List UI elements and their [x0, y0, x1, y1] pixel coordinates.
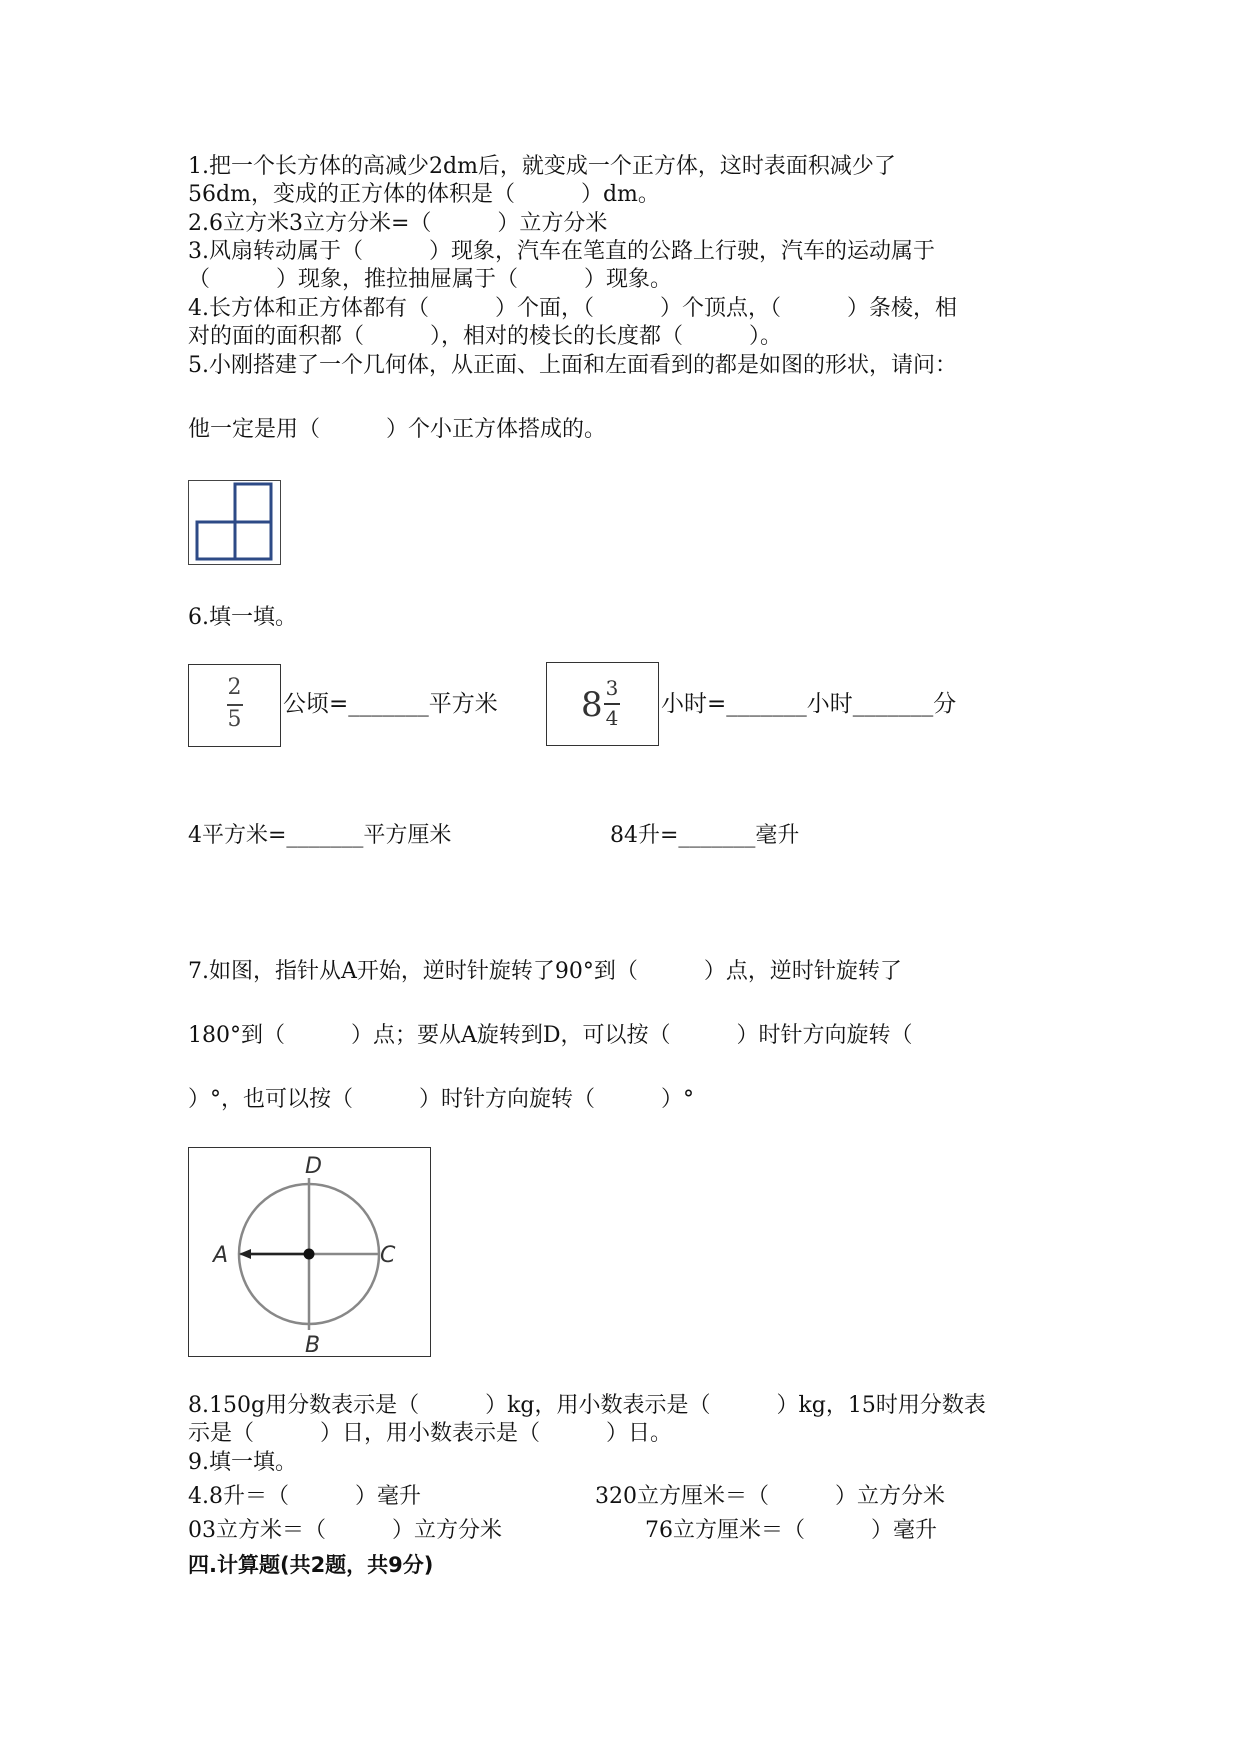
label-d: D: [305, 1154, 322, 1179]
q4-line2: 对的面的面积都（ ），相对的棱长的长度都（ ）。: [188, 324, 783, 349]
fraction-numerator: 2: [227, 675, 242, 700]
q9-title: 9.填一填。: [188, 1450, 297, 1475]
q8-line1: 8.150g用分数表示是（ ）kg，用小数表示是（ ）kg，15时用分数表: [188, 1393, 986, 1418]
rotation-circle-diagram: [189, 1148, 429, 1355]
q1-line2: 56dm，变成的正方体的体积是（ ）dm。: [188, 182, 660, 207]
q6-item1-text: 公顷=_______平方米: [283, 691, 498, 717]
q5-shape-figure: [188, 480, 281, 565]
mixed-denominator: 4: [605, 706, 619, 730]
q6-item2-text: 小时=_______小时_______分: [661, 691, 957, 717]
q9-item-a: 4.8升＝（ ）毫升: [188, 1484, 421, 1509]
fraction-denominator: 5: [227, 707, 242, 732]
q3-line1: 3.风扇转动属于（ ）现象，汽车在笔直的公路上行驶，汽车的运动属于: [188, 239, 935, 264]
mixed-numerator: 3: [605, 676, 619, 700]
q2-text: 2.6立方米3立方分米=（ ）立方分米: [188, 211, 608, 236]
q7-line3: ）°，也可以按（ ）时针方向旋转（ ）°: [188, 1087, 695, 1112]
label-b: B: [305, 1333, 321, 1355]
label-a: A: [213, 1243, 229, 1268]
q3-line2: （ ）现象，推拉抽屉属于（ ）现象。: [188, 267, 673, 292]
q9-item-b: 320立方厘米＝（ ）立方分米: [595, 1484, 945, 1509]
q4-line1: 4.长方体和正方体都有（ ）个面，（ ）个顶点，（ ）条棱，相: [188, 296, 957, 321]
q9-item-c: 03立方米＝（ ）立方分米: [188, 1518, 502, 1543]
q9-item-d: 76立方厘米＝（ ）毫升: [645, 1518, 937, 1543]
q7-rotation-figure: [188, 1147, 431, 1357]
q1-line1: 1.把一个长方体的高减少2dm后，就变成一个正方体，这时表面积减少了: [188, 154, 896, 179]
q5-line2: 他一定是用（ ）个小正方体搭成的。: [188, 417, 607, 442]
mixed-whole: 8: [581, 685, 603, 725]
fraction-bar: [227, 704, 243, 706]
q7-line2: 180°到（ ）点；要从A旋转到D，可以按（ ）时针方向旋转（: [188, 1023, 913, 1048]
q6-fraction-box: [188, 664, 281, 747]
q8-line2: 示是（ ）日，用小数表示是（ ）日。: [188, 1421, 673, 1446]
block-shape-diagram: [189, 481, 279, 563]
q6-item4-text: 84升=_______毫升: [610, 823, 800, 848]
q7-line1: 7.如图，指针从A开始，逆时针旋转了90°到（ ）点，逆时针旋转了: [188, 959, 902, 984]
q5-line1: 5.小刚搭建了一个几何体，从正面、上面和左面看到的都是如图的形状，请问：: [188, 353, 957, 378]
q6-item3-text: 4平方米=_______平方厘米: [188, 823, 452, 848]
section-heading: 四.计算题(共2题，共9分): [188, 1553, 434, 1577]
label-c: C: [380, 1243, 396, 1268]
mixed-fraction-bar: [604, 703, 620, 705]
q6-title: 6.填一填。: [188, 605, 297, 630]
q6-mixed-number-box: [546, 662, 659, 746]
